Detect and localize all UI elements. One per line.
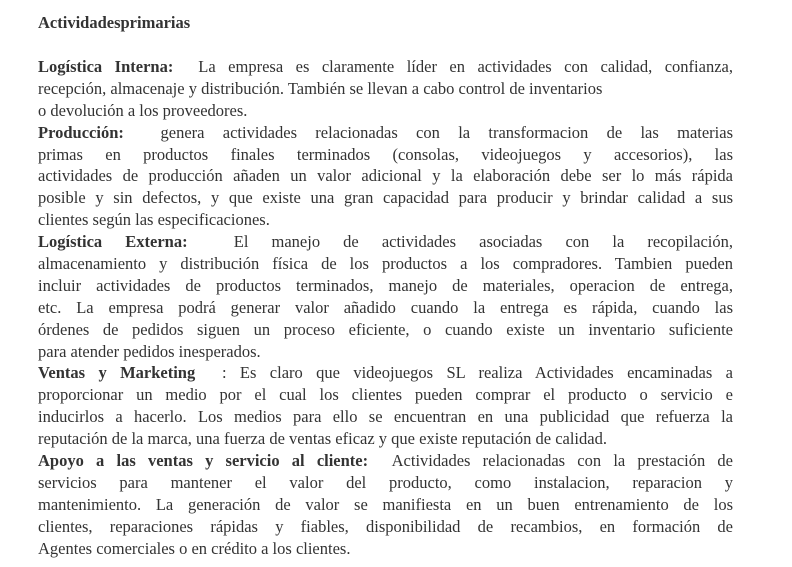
- line-text: mantenimiento. La generación de valor se manifiesta en un buen entrenamiento de los: [38, 494, 733, 514]
- line-text: clientes, reparaciones rápidas y fiables, disponibilidad de recambios, en formación de: [38, 516, 733, 536]
- section-label: Logística Interna:: [38, 57, 174, 76]
- text-line: [38, 253, 733, 275]
- text-line: [38, 144, 733, 166]
- section-label: Apoyo a las ventas y servicio al cliente:: [38, 451, 369, 471]
- text-line: [38, 165, 733, 187]
- text-line: [38, 209, 733, 231]
- line-text: Agentes comerciales o en crédito a los clientes.: [38, 538, 351, 558]
- section-logistica-interna: [38, 56, 733, 122]
- line-text: servicios para mantener el valor del producto, como instalacion, reparacion y: [38, 472, 733, 492]
- line-text: incluir actividades de productos terminados, manejo de materiales, operacion de entrega,: [38, 275, 733, 295]
- line-text: almacenamiento y distribución física de los productos a los compradores. Tambien pueden: [38, 254, 733, 274]
- text-line: [38, 341, 733, 363]
- line-text: genera actividades relacionadas con la transformacion de las materias: [160, 122, 733, 142]
- line-text: Actividades relacionadas con la prestación de: [391, 451, 733, 471]
- document: [38, 12, 733, 559]
- section-ventas-y-marketing: [38, 362, 733, 450]
- text-line: [38, 384, 733, 406]
- text-line: [38, 538, 733, 560]
- line-text: para atender pedidos inesperados.: [38, 341, 261, 361]
- text-line: [38, 494, 733, 516]
- text-line: [38, 472, 733, 494]
- line-text: inducirlos a hacerlo. Los medios para ello se encuentran en una publicidad que refuerza la: [38, 407, 733, 427]
- line-text: posible y sin defectos, y que existe una gran capacidad para producir y brindar calidad a sus: [38, 188, 733, 208]
- line-text: actividades de producción añaden un valor adicional y la elaboración debe ser lo más rápida: [38, 166, 733, 186]
- section-produccion: [38, 122, 733, 231]
- line-text: : Es claro que videojuegos SL realiza Actividades encaminadas a: [221, 363, 733, 383]
- text-line: [38, 406, 733, 428]
- line-text: clientes según las especificaciones.: [38, 210, 270, 230]
- text-line: [38, 100, 733, 122]
- line-text: o devolución a los proveedores.: [38, 100, 248, 120]
- paragraphs: [38, 56, 733, 559]
- text-line: [38, 56, 733, 78]
- line-text: recepción, almacenaje y distribución. También se llevan a cabo control de inventarios: [38, 78, 603, 98]
- line-text: órdenes de pedidos siguen un proceso eficiente, o cuando existe un inventario suficiente: [38, 319, 733, 339]
- text-line: [38, 275, 733, 297]
- line-text: etc. La empresa podrá generar valor añadido cuando la entrega es rápida, cuando las: [38, 297, 733, 317]
- text-line: [38, 78, 733, 100]
- text-line: [38, 362, 733, 384]
- section-label: Logística Externa:: [38, 232, 188, 252]
- text-line: [38, 450, 733, 472]
- line-text: La empresa es claramente líder en actividades con calidad, confianza,: [198, 57, 733, 76]
- section-apoyo-a-las-ventas-y-servicio-al-cliente: [38, 450, 733, 559]
- text-line: [38, 231, 733, 253]
- line-text: proporcionar un medio por el cual los clientes pueden comprar el producto o servicio e: [38, 385, 733, 405]
- line-text: primas en productos finales terminados (consolas, videojuegos y accesorios), las: [38, 144, 733, 164]
- text-line: [38, 516, 733, 538]
- document-title: Actividadesprimarias: [38, 13, 191, 32]
- text-line: [38, 122, 733, 144]
- section-label: Ventas y Marketing: [38, 363, 196, 383]
- line-text: reputación de la marca, una fuerza de ventas eficaz y que existe reputación de calidad.: [38, 429, 607, 449]
- section-label: Producción:: [38, 122, 124, 142]
- section-logistica-externa: [38, 231, 733, 362]
- text-line: [38, 187, 733, 209]
- text-line: [38, 428, 733, 450]
- text-line: [38, 297, 733, 319]
- text-line: [38, 319, 733, 341]
- line-text: El manejo de actividades asociadas con la recopilación,: [233, 232, 733, 252]
